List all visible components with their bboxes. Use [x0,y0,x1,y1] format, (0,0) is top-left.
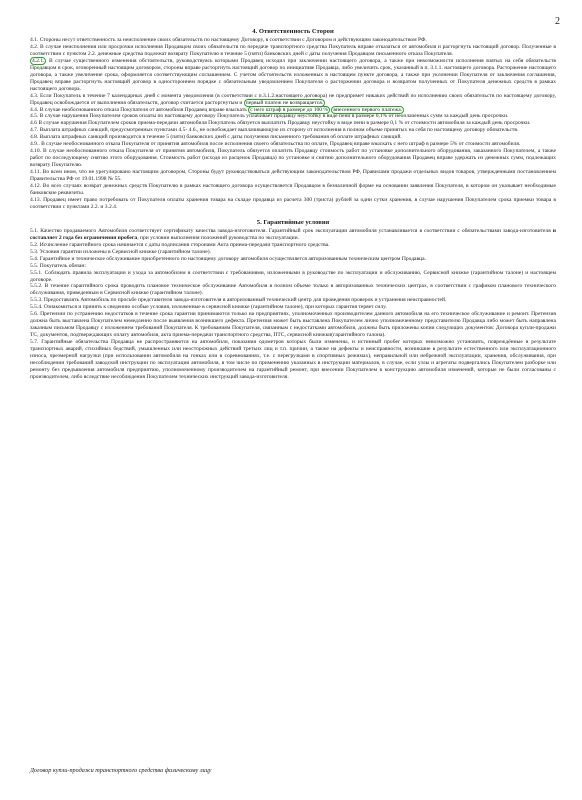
clause-4-2-1-text: В случае существенного изменения обстоятельств, руководствуясь которыми Продавец исходил при заключении настоящего договора, а также при невозможности исполнения взятых на себя обязательств Продавцом в срок, оговоренный настоящим договором, стороны вправе расторгнуть настоящий договор по инициативе Продавца, либо увеличить срок, указанный в п. 3.1.1. настоящего договора. Расторжение настоящего договора, а также увеличение срока, оформляется соответствующим соглашением. С учетом обстоятельств изложенных в настоящем пункте договора, а также при уклонении Покупателя от заключения соглашения, Продавец вправе расторгнуть настоящий договор в одностороннем порядке с обязательным уведомлением Покупателя о расторжении договора и возвратом полученных от Покупателя денежных средств в рамках настоящего договора. [30,57,556,92]
clause-5-3: 5.3. Условия гарантии изложены в Сервисной книжке (гарантийном талоне). [30,248,211,255]
section-5-title: 5. Гарантийные условия [256,218,330,226]
clause-5-5-1: 5.5.1. Соблюдать правила эксплуатации и ухода за автомобилем в соответствии с требованиями, изложенными в руководстве по эксплуатации и обслуживанию, Сервисной книжке (гарантийном талоне) и настоящем договоре. [30,269,556,283]
clause-5-1-tail: , при условии выполнения положений руководства по эксплуатации. [137,234,299,241]
clause-4-4-highlight-1: с него штраф в размере до 100 % [250,106,329,113]
clause-5-7: 5.7. Гарантийные обязательства Продавца не распространяются на автомобили, показания одометров которых были изменены, и истинный пробег которых невозможно установить, повреждённые в результате транспортных аварий, стихийных бедствий, умышленных или неосторожных действий третьих лиц и т.п. причин, а также на дефекты и неисправности, возникшие в результате естественного или эксплуатационного износа, чрезмерной нагрузки (при использовании автомобиля на гонках или в соревнованиях, т.е. с перегрузками в спортивных режимах), неправильной или небрежной эксплуатации, хранения, обслуживания, при несоблюдении требований заводской инструкции по эксплуатации автомобиля, в том числе по применению указанных в инструкции материалов, в случае, если узлы и агрегаты подвергались Покупателем разборке или ремонту без предъявления автомобиля предприятию, уполномоченному производителем на гарантийный ремонт, при внесении Покупателем в конструкцию автомобиля изменений, которые не были согласованы с производителем, либо вследствие несоблюдения Покупателем технических инструкций завода-изготовителя. [30,339,556,380]
clause-5-2: 5.2. Исчисление гарантийного срока начинается с даты подписания сторонами Акта приема-передачи транспортного средства. [30,241,330,248]
clause-4-11: 4.11. Во всем ином, что не урегулировано настоящим договором, Стороны будут руководствоваться действующим законодательством РФ, Правилами продажи отдельных видов товаров, утвержденными постановлением Правительства РФ от 19.01.1998 № 55. [30,169,556,183]
clause-5-4: 5.4. Гарантийное и техническое обслуживание приобретенного по настоящему договору автомобиля осуществляется авторизованным техническим центром Продавца. [30,255,426,262]
clause-5-1 [30,228,556,242]
clause-5-5-3: 5.5.3. Предоставлять Автомобиль по просьбе представителя завода-изготовителя в авторизованный технический центр для проведения проверок и устранения неисправностей. [30,297,447,304]
document-footer: Договор купли-продажи транспортного средства физическому лицу [30,767,212,774]
clause-4-2-1-number-highlight: 4.2.1. [32,57,45,64]
clause-4-2: 4.2. В случае неисполнения или просрочки исполнения Продавцом своих обязательств по передаче транспортного средства Покупатель вправе отказаться от автомобиля и расторгнуть настоящий договор. Полученные в соответствии с пунктом 2.2. денежные средства подлежат возврату Покупателю в течение 5 (пяти) банковских дней с даты получения Продавцом письменного отказа Покупателя. [30,43,556,57]
clause-4-5: 4.5. В случае нарушения Покупателем сроков оплаты по настоящему договору Покупатель уплачивает продавцу неустойку в виде пени в размере 0,1% от неоплаченных сумм за каждый день просрочки. [30,113,509,120]
clause-5-1-text: 5.1. Качество продаваемого Автомобиля соответствует сертификату качества завода-изготовителя. Гарантийный срок эксплуатации автомобиля устанавливается в соответствии с обязательствами завода-изготовителя [30,227,553,234]
clause-4-3-text: 4.3. Если Покупатель в течение 7 календарных дней с момента уведомления (в соответствии с п.3.1.2.настоящего договора) не предпримет никаких действий по исполнению своих обязательств по настоящему договору, Продавец освобождается от выполнения обязательств, договор считается расторгнутым и [30,92,556,106]
clause-4-1: 4.1. Стороны несут ответственность за неисполнение своих обязательств по настоящему Договору, в соответствии с Договором и действующим законодательством РФ. [30,37,427,43]
clause-4-10: 4.10. В случае необоснованного отказа Покупателя от принятия автомобиля, Покупатель обязуется оплатить Продавцу стоимость работ по установке дополнительного оборудования, заказанного Покупателем, а также работ по последующему снятию этого оборудования. Стоимость работ (исходя из расценок Продавца) по установке и снятию дополнительного оборудования Продавец вправе удержать из денежных сумм, подлежащих возврату Покупателю. [30,148,556,169]
clause-5-5: 5.5. Покупатель обязан: [30,262,86,269]
clause-5-5-2: 5.5.2. В течение гарантийного срока проводить плановое техническое обслуживание Автомобиля в полном объеме только в авторизованных технических центрах, в соответствии с графиком планового технического обслуживания, приведенным в Сервисной книжке (гарантийном талоне). [30,283,556,297]
clause-4-3-highlight: первый платеж не возвращается. [245,99,324,106]
clause-4-4-highlight-2: внесенного первого платежа. [333,106,403,113]
clause-4-6: 4.6 В случае нарушения Покупателем сроков приема-передачи автомобиля Покупатель обязуется выплатить Продавцу неустойку в виде пени в размере 0,1 % от стоимости автомобиля за каждый день просрочки. [30,120,531,127]
clause-4-13: 4.13. Продавец имеет право потребовать от Покупателя оплаты хранения товара на складе продавца из расчета 300 (триста) рублей за одни сутки хранения, в случае нарушения Покупателем срока приемки товара в соответствии с пунктами 2.2. и 3.2.4. [30,196,556,210]
clause-4-4-text: 4.4. В случае необоснованного отказа Покупателя от автомобиля Продавец вправе взыскать [30,106,249,113]
clause-4-8: 4.8. Выплата штрафных санкций производится в течение 5 (пяти) банковских дней с даты получения письменного требования об оплате штрафных санкций. [30,134,402,141]
clause-5-6: 5.6. Претензии по устранению недостатков в течение срока гарантии принимаются только на предприятиях, уполномоченных производителем данного автомобиля на его техническое обслуживание и ремонт. Претензия должна быть выставлена Покупателем немедленно после выявления возникшего дефекта. Претензия может быть выставлена Покупателем лично уполномоченному представителю Продавца либо может быть направлена заказным письмом Продавцу с изложением требований Покупателя. К требованиям Покупателя, связанным с недостатками автомобиля, должны быть приложены копии следующих документов: Договора купли-продажи ТС, документов, подтверждающих оплату автомобиля, акта приема-передачи транспортного средства, ПТС, сервисной книжки(гарантийного талона). [30,311,556,339]
section-4-title: 4. Ответственность Сторон [252,28,334,35]
page-number: 2 [555,16,560,27]
clause-4-2-1 [30,58,556,93]
clause-4-9: 4.9.. В случае необоснованного отказа Покупателя от принятия автомобиля после исполнения своего обязательства по оплате, Продавец вправе взыскать с него штраф в размере 5% от стоимости автомобиля. [30,141,521,148]
clause-4-12: 4.12. Во всех случаях возврат денежных средств Покупателю в рамках настоящего договора осуществляется Продавцом в безналичной форме на основании заявления Покупателя, в котором он указывает необходимые банковские реквизиты. [30,183,556,196]
clause-5-1-bold: и составляет 2 года без ограничения пробега [30,227,556,241]
clause-4-7: 4.7. Выплата штрафных санкций, предусмотренных пунктами 4.5- 4.6., не освобождает выплачивающую их сторону от исполнения в полном объеме принятых на себя по настоящему договору обязательств. [30,127,519,134]
clause-4-3 [30,93,556,107]
clause-5-5-4: 5.5.4. Ознакомиться и принять к сведению особые условия, изложенные в сервисной книжке (гарантийном талоне), при которых гарантия теряет силу. [30,304,387,311]
